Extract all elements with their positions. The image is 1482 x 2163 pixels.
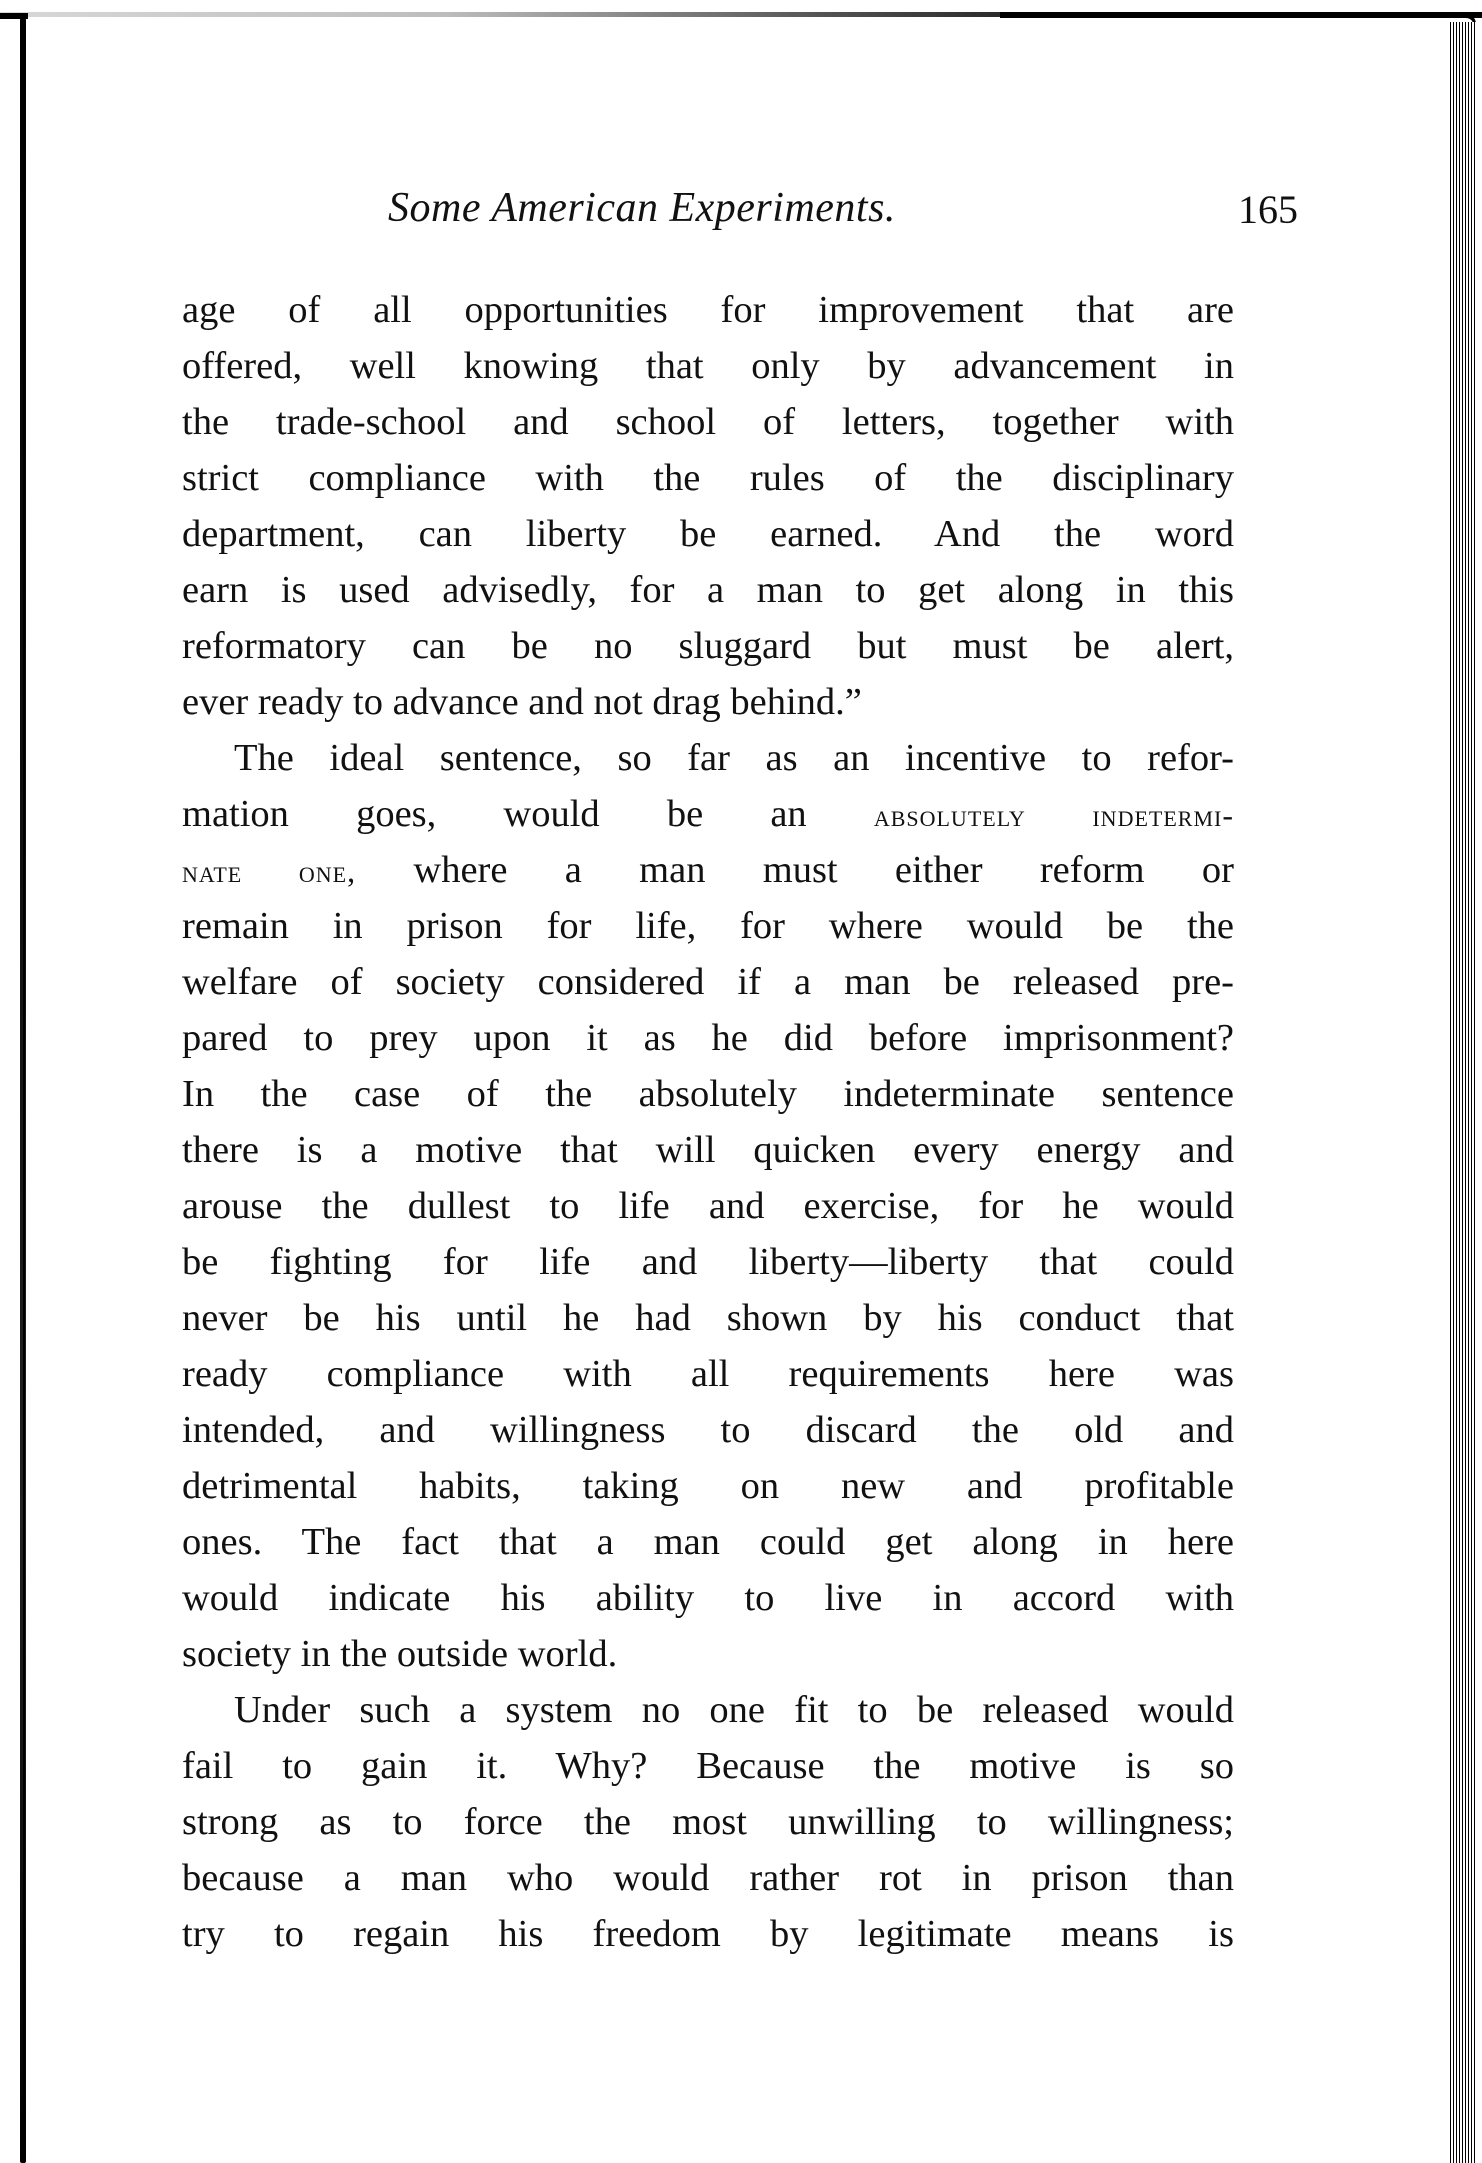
text-line: ones. The fact that a man could get along in here bbox=[182, 1521, 1234, 1563]
text-line: intended, and willingness to discard the old and bbox=[182, 1409, 1234, 1451]
page-number: 165 bbox=[1238, 187, 1298, 232]
page-top-edge-shadow bbox=[1000, 12, 1482, 18]
text-span: mation goes, would be an bbox=[182, 793, 874, 835]
text-line: strong as to force the most unwilling to willingness; bbox=[182, 1801, 1234, 1843]
text-line: be fighting for life and liberty—liberty that could bbox=[182, 1241, 1234, 1283]
text-line: earn is used advisedly, for a man to get along in this bbox=[182, 569, 1234, 611]
text-line-paragraph-end: society in the outside world. bbox=[182, 1633, 618, 1675]
text-line: age of all opportunities for improvement that are bbox=[182, 289, 1234, 331]
text-span: where a man must either reform or bbox=[356, 849, 1234, 891]
text-line: reformatory can be no sluggard but must be alert, bbox=[182, 625, 1234, 667]
text-line: there is a motive that will quicken every energy and bbox=[182, 1129, 1234, 1171]
text-line: never be his until he had shown by his conduct that bbox=[182, 1297, 1234, 1339]
text-line: fail to gain it. Why? Because the motive is so bbox=[182, 1745, 1234, 1787]
text-line: try to regain his freedom by legitimate means is bbox=[182, 1913, 1234, 1955]
text-line: arouse the dullest to life and exercise, for he would bbox=[182, 1185, 1234, 1227]
text-line: strict compliance with the rules of the disciplinary bbox=[182, 457, 1234, 499]
text-line: department, can liberty be earned. And the word bbox=[182, 513, 1234, 555]
text-line: In the case of the absolutely indeterminate sentence bbox=[182, 1073, 1234, 1115]
small-caps-emphasis: absolutely indetermi- bbox=[873, 797, 1234, 833]
text-line: welfare of society considered if a man be released pre- bbox=[182, 961, 1234, 1003]
text-line: the trade-school and school of letters, together with bbox=[182, 401, 1234, 443]
text-line: remain in prison for life, for where would be the bbox=[182, 905, 1234, 947]
text-line: would indicate his ability to live in accord with bbox=[182, 1577, 1234, 1619]
running-title: Some American Experiments. bbox=[388, 185, 896, 231]
text-line: detrimental habits, taking on new and profitable bbox=[182, 1465, 1234, 1507]
text-line: pared to prey upon it as he did before imprisonment? bbox=[182, 1017, 1234, 1059]
body-text bbox=[182, 282, 1234, 1962]
right-page-stack-edge bbox=[1450, 22, 1476, 2163]
text-line-paragraph-start: Under such a system no one fit to be released would bbox=[234, 1689, 1234, 1731]
small-caps-emphasis: nate one, bbox=[182, 853, 357, 889]
text-line-paragraph-start: The ideal sentence, so far as an incentive to refor- bbox=[234, 737, 1234, 779]
text-line-paragraph-end: ever ready to advance and not drag behind.” bbox=[182, 681, 862, 723]
text-line: offered, well knowing that only by advancement in bbox=[182, 345, 1234, 387]
text-line bbox=[182, 786, 1234, 842]
text-line: ready compliance with all requirements here was bbox=[182, 1353, 1234, 1395]
left-binding-line bbox=[23, 18, 25, 2163]
text-line: because a man who would rather rot in prison than bbox=[182, 1857, 1234, 1899]
text-line bbox=[182, 842, 1234, 898]
